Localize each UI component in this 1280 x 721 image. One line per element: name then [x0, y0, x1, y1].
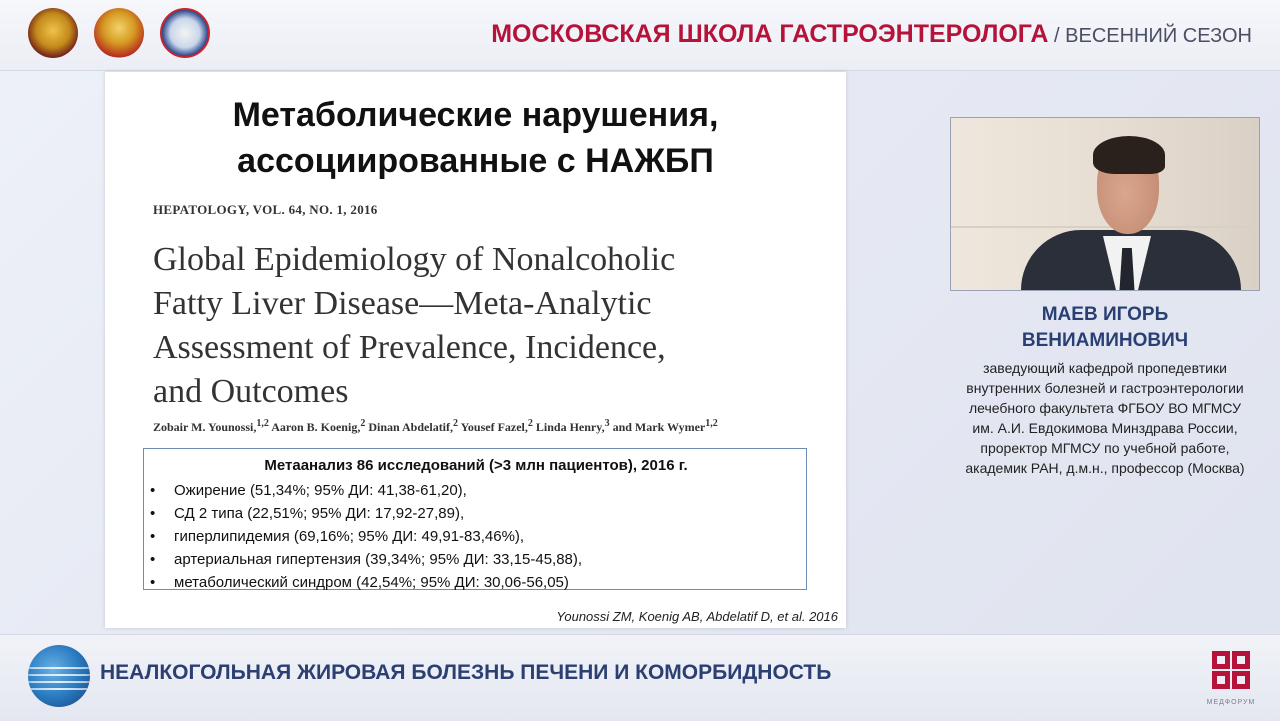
speaker-role-line: академик РАН, д.м.н., профессор (Москва): [965, 460, 1245, 476]
speaker-role-line: лечебного факультета ФГБОУ ВО МГМСУ: [969, 400, 1241, 416]
speaker-role-line: им. А.И. Евдокимова Минздрава России,: [972, 420, 1238, 436]
author-name: and Mark Wymer: [609, 420, 706, 434]
logo-square: [1232, 671, 1250, 689]
author-affiliation: 1,2: [705, 418, 718, 429]
medforum-logo-icon: [1208, 647, 1254, 693]
author-name: Zobair M. Younossi,: [153, 420, 257, 434]
author-affiliation: 2: [527, 418, 533, 429]
logo-square: [1232, 651, 1250, 669]
footer-topic-title: НЕАЛКОГОЛЬНАЯ ЖИРОВАЯ БОЛЕЗНЬ ПЕЧЕНИ И КОМОРБИДНОСТЬ: [100, 661, 832, 684]
paper-title-line: and Outcomes: [153, 373, 349, 410]
author-name: Dinan Abdelatif,: [365, 420, 454, 434]
wave-line: [28, 681, 90, 683]
medforum-label: МЕДФОРУМ: [1206, 699, 1256, 706]
list-item-text: гиперлипидемия (69,16%; 95% ДИ: 49,91-83,46%),: [174, 528, 525, 545]
speaker-role: [944, 358, 1266, 478]
speaker-name: [950, 302, 1260, 354]
university-emblem-icon: [28, 8, 78, 58]
bullet-icon: •: [150, 574, 156, 591]
logo-square: [1212, 651, 1230, 669]
slide-title: [105, 92, 846, 184]
bullet-icon: •: [150, 505, 156, 522]
paper-title-line: Assessment of Prevalence, Incidence,: [153, 329, 666, 366]
author-name: Yousef Fazel,: [458, 420, 528, 434]
list-item: [150, 479, 582, 502]
author-name: Linda Henry,: [532, 420, 605, 434]
presentation-slide: [105, 72, 846, 628]
school-wave-logo-icon: [28, 645, 90, 707]
meta-analysis-box: [143, 448, 807, 590]
header-bar: [0, 0, 1280, 71]
footer-bar: [0, 634, 1280, 721]
slide-title-line: Метаболические нарушения,: [232, 96, 719, 134]
moscow-emblem-icon: [160, 8, 210, 58]
list-item-text: метаболический синдром (42,54%; 95% ДИ: 30,06-56,05): [174, 574, 569, 591]
list-item: [150, 502, 582, 525]
journal-reference: HEPATOLOGY, VOL. 64, NO. 1, 2016: [153, 202, 378, 217]
speaker-name-line: МАЕВ ИГОРЬ: [1041, 304, 1169, 325]
school-name: МОСКОВСКАЯ ШКОЛА ГАСТРОЭНТЕРОЛОГА: [491, 20, 1049, 48]
author-name: Aaron B. Koenig,: [268, 420, 361, 434]
slide-citation: Younossi ZM, Koenig AB, Abdelatif D, et al. 2016: [556, 609, 838, 624]
paper-title: [153, 238, 833, 414]
list-item: [150, 525, 582, 548]
speaker-video: [950, 117, 1260, 291]
wave-line: [28, 688, 90, 690]
logo-square: [1212, 671, 1230, 689]
meta-analysis-heading: Метаанализ 86 исследований (>3 млн пациентов), 2016 г.: [264, 457, 688, 474]
slide-title-line: ассоциированные с НАЖБП: [237, 142, 714, 180]
paper-title-line: Fatty Liver Disease—Meta-Analytic: [153, 285, 652, 322]
paper-title-line: Global Epidemiology of Nonalcoholic: [153, 241, 676, 278]
list-item-text: Ожирение (51,34%; 95% ДИ: 41,38-61,20),: [174, 482, 467, 499]
speaker-role-line: внутренних болезней и гастроэнтерологии: [966, 380, 1244, 396]
list-item: [150, 571, 582, 594]
school-title: [491, 20, 1252, 49]
meta-analysis-list: [150, 479, 582, 594]
header-logos: [28, 8, 210, 58]
speaker-role-line: заведующий кафедрой пропедевтики: [983, 360, 1227, 376]
wave-line: [28, 667, 90, 669]
bullet-icon: •: [150, 528, 156, 545]
speaker-hair: [1093, 136, 1165, 174]
russian-coat-of-arms-icon: [94, 8, 144, 58]
wave-line: [28, 674, 90, 676]
author-affiliation: 2: [453, 418, 459, 429]
list-item-text: артериальная гипертензия (39,34%; 95% ДИ: 33,15-45,88),: [174, 551, 583, 568]
author-affiliation: 1,2: [256, 418, 269, 429]
season-label: / ВЕСЕННИЙ СЕЗОН: [1048, 25, 1252, 47]
bullet-icon: •: [150, 482, 156, 499]
author-affiliation: 3: [604, 418, 610, 429]
speaker-role-line: проректор МГМСУ по учебной работе,: [980, 440, 1230, 456]
bullet-icon: •: [150, 551, 156, 568]
author-affiliation: 2: [360, 418, 366, 429]
list-item: [150, 548, 582, 571]
video-background-line: [951, 226, 1260, 228]
list-item-text: СД 2 типа (22,51%; 95% ДИ: 17,92-27,89),: [174, 505, 465, 522]
speaker-name-line: ВЕНИАМИНОВИЧ: [1021, 330, 1189, 351]
paper-authors: [153, 418, 833, 435]
